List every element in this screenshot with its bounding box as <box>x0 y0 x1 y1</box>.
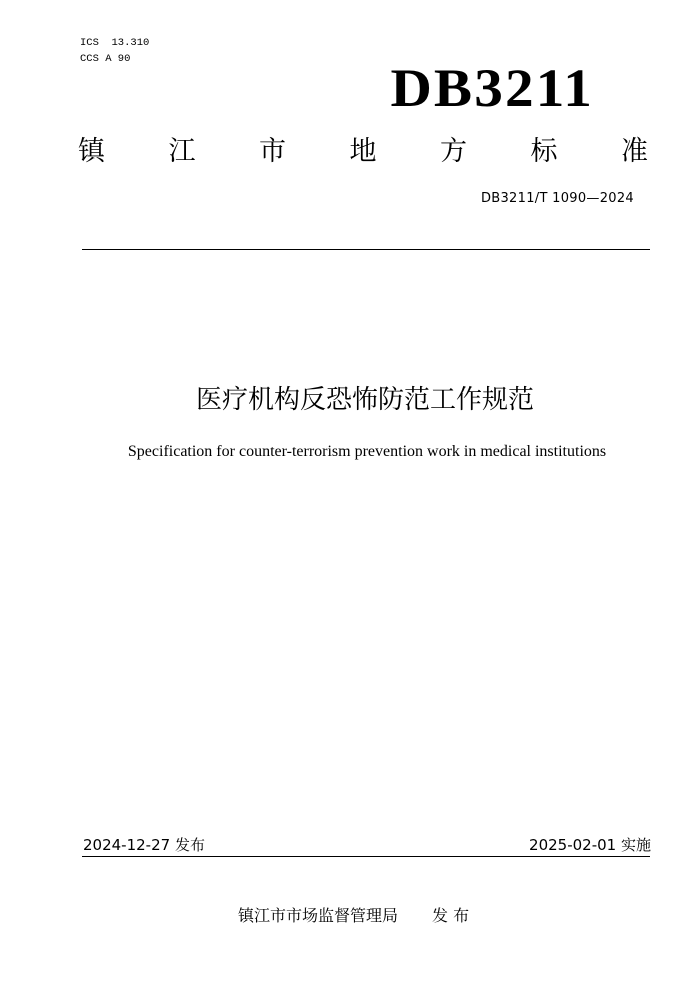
standard-type-char: 镇 <box>78 136 105 167</box>
issue-date: 2024-12-27 发布 <box>83 836 205 854</box>
db-standard-logo: DB3211 <box>390 58 594 118</box>
classification-codes <box>80 35 149 67</box>
ccs-code: CCS A 90 <box>80 53 131 65</box>
standard-type-char: 地 <box>349 136 377 167</box>
document-title-chinese: 医疗机构反恐怖防范工作规范 <box>195 385 534 415</box>
footer-divider <box>82 856 650 857</box>
standard-type-heading <box>78 134 648 170</box>
document-title-english: Specification for counter-terrorism prevention work in medical institutions <box>127 443 607 460</box>
standard-type-char: 方 <box>440 136 467 167</box>
standard-number: DB3211/T 1090—2024 <box>480 191 634 206</box>
issuer-name: 镇江市市场监督管理局 <box>238 906 399 925</box>
ics-code: ICS 13.310 <box>80 37 150 49</box>
issuer-action: 发 布 <box>432 906 470 925</box>
implementation-date: 2025-02-01 实施 <box>529 836 651 854</box>
standard-type-char: 江 <box>168 136 196 167</box>
standard-type-char: 标 <box>530 136 558 167</box>
standard-type-char: 准 <box>621 136 648 167</box>
header-divider <box>82 249 650 250</box>
standard-type-char: 市 <box>259 136 286 167</box>
issuer-line <box>238 903 469 926</box>
